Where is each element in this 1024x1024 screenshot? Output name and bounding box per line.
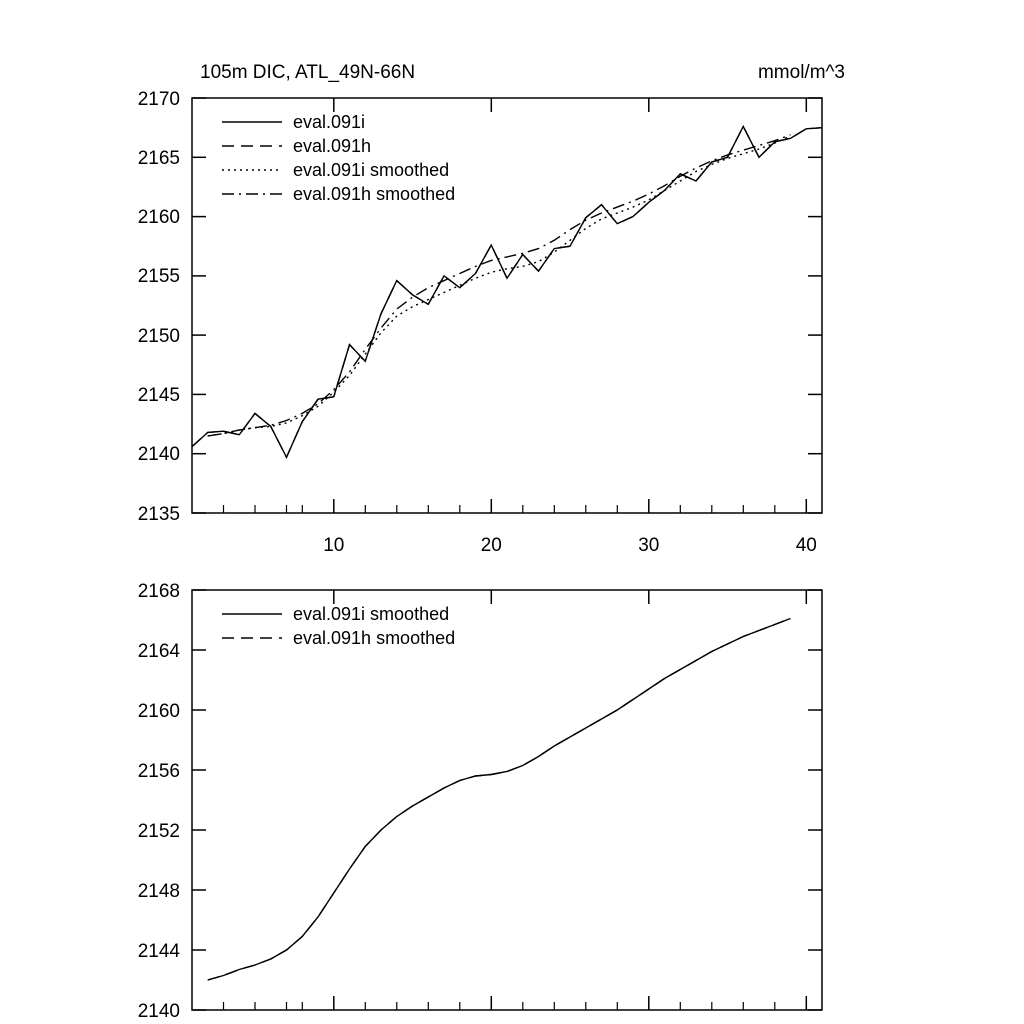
- series-line-1: [208, 619, 791, 981]
- bottom-ytick-2140: 2140: [137, 1001, 180, 1022]
- top-xtick-20: 20: [480, 535, 502, 556]
- legend-label-3: eval.091h smoothed: [293, 184, 456, 204]
- top-y-axis: [138, 89, 822, 525]
- legend-label-0: eval.091i: [293, 112, 366, 132]
- bottom-data-curves: [208, 619, 791, 981]
- bottom-x-axis: [224, 590, 807, 1010]
- series-line-1: [192, 126, 822, 457]
- series-line-0: [208, 619, 791, 981]
- bottom-panel-svg: [0, 560, 1024, 1024]
- top-xtick-40: 40: [795, 535, 817, 556]
- top-ytick-2150: 2150: [137, 326, 180, 347]
- page-title: 105m DIC, ATL_49N-66N: [200, 62, 416, 83]
- bottom-ytick-2148: 2148: [137, 881, 180, 902]
- bottom-ytick-2164: 2164: [137, 641, 180, 662]
- top-ytick-2160: 2160: [137, 207, 180, 228]
- legend-label-0: eval.091i smoothed: [293, 604, 450, 624]
- series-line-0: [192, 126, 822, 457]
- top-plot-frame: [192, 98, 822, 513]
- bottom-panel: [0, 560, 1024, 1024]
- legend-label-1: eval.091h: [293, 136, 372, 156]
- top-legend: [222, 112, 455, 204]
- top-xtick-30: 30: [638, 535, 660, 556]
- top-ytick-2145: 2145: [137, 385, 180, 406]
- top-data-curves: [192, 126, 822, 457]
- units-label: mmol/m^3: [757, 62, 845, 83]
- legend-label-1: eval.091h smoothed: [293, 628, 456, 648]
- top-ytick-2135: 2135: [137, 504, 180, 525]
- bottom-ytick-2160: 2160: [137, 701, 180, 722]
- top-ytick-2140: 2140: [137, 444, 180, 465]
- bottom-plot-frame: [192, 590, 822, 1010]
- legend-label-2: eval.091i smoothed: [293, 160, 450, 180]
- bottom-ytick-2144: 2144: [137, 941, 180, 962]
- top-ytick-2155: 2155: [137, 266, 180, 287]
- top-ytick-2170: 2170: [137, 89, 180, 110]
- bottom-ytick-2168: 2168: [137, 581, 180, 602]
- bottom-ytick-2152: 2152: [137, 821, 180, 842]
- bottom-ytick-2156: 2156: [137, 761, 180, 782]
- top-ytick-2165: 2165: [137, 148, 180, 169]
- series-line-2: [208, 136, 791, 436]
- bottom-legend: [222, 604, 455, 648]
- top-xtick-10: 10: [323, 535, 345, 556]
